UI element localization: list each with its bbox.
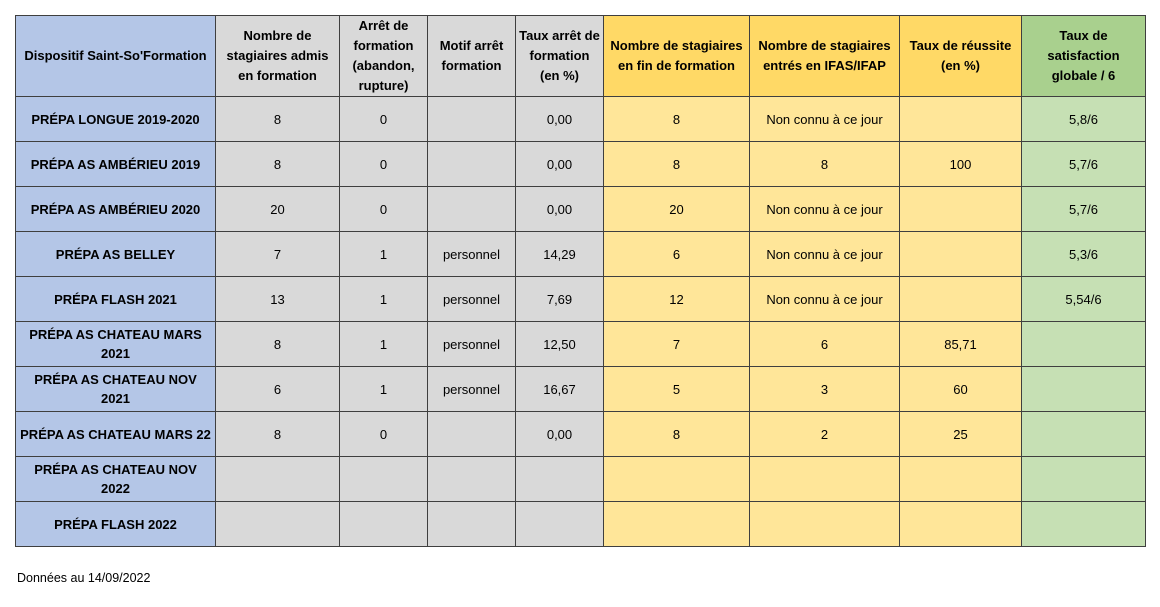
cell-taux-reussite: 25: [900, 412, 1022, 457]
cell-satisfaction: 5,7/6: [1022, 187, 1146, 232]
cell-admis: 8: [216, 97, 340, 142]
cell-satisfaction: [1022, 457, 1146, 502]
cell-fin-formation: 8: [604, 412, 750, 457]
table-row: [16, 502, 1146, 547]
cell-fin-formation: 8: [604, 142, 750, 187]
cell-admis: [216, 457, 340, 502]
cell-arret: 1: [340, 322, 428, 367]
table-body: [16, 97, 1146, 547]
cell-fin-formation: [604, 457, 750, 502]
header-arret: Arrêt de formation (abandon, rupture): [340, 16, 428, 97]
header-motif: Motif arrêt formation: [428, 16, 516, 97]
cell-taux-reussite: [900, 97, 1022, 142]
table-row: [16, 277, 1146, 322]
header-taux-reussite: Taux de réussite (en %): [900, 16, 1022, 97]
cell-admis: [216, 502, 340, 547]
cell-dispositif: PRÉPA FLASH 2021: [16, 277, 216, 322]
cell-motif: [428, 412, 516, 457]
cell-taux-reussite: [900, 277, 1022, 322]
cell-satisfaction: [1022, 367, 1146, 412]
cell-fin-formation: [604, 502, 750, 547]
cell-entres-ifas: Non connu à ce jour: [750, 277, 900, 322]
cell-fin-formation: 12: [604, 277, 750, 322]
cell-arret: [340, 457, 428, 502]
header-fin-formation: Nombre de stagiaires en fin de formation: [604, 16, 750, 97]
cell-taux-reussite: [900, 502, 1022, 547]
cell-fin-formation: 7: [604, 322, 750, 367]
cell-taux-arret: 12,50: [516, 322, 604, 367]
results-table: [15, 15, 1146, 547]
cell-satisfaction: 5,54/6: [1022, 277, 1146, 322]
cell-dispositif: PRÉPA AS CHATEAU MARS 22: [16, 412, 216, 457]
cell-motif: [428, 502, 516, 547]
cell-entres-ifas: [750, 502, 900, 547]
cell-motif: personnel: [428, 232, 516, 277]
cell-taux-arret: 16,67: [516, 367, 604, 412]
cell-arret: [340, 502, 428, 547]
cell-taux-reussite: [900, 457, 1022, 502]
cell-dispositif: PRÉPA AS AMBÉRIEU 2019: [16, 142, 216, 187]
cell-motif: personnel: [428, 277, 516, 322]
cell-admis: 13: [216, 277, 340, 322]
cell-taux-reussite: [900, 232, 1022, 277]
table-row: [16, 142, 1146, 187]
cell-arret: 0: [340, 412, 428, 457]
cell-taux-arret: 0,00: [516, 412, 604, 457]
cell-entres-ifas: Non connu à ce jour: [750, 97, 900, 142]
cell-admis: 6: [216, 367, 340, 412]
cell-satisfaction: 5,7/6: [1022, 142, 1146, 187]
header-row: [16, 16, 1146, 97]
cell-entres-ifas: 8: [750, 142, 900, 187]
table-row: [16, 367, 1146, 412]
cell-taux-arret: 0,00: [516, 187, 604, 232]
cell-arret: 1: [340, 367, 428, 412]
cell-taux-arret: 0,00: [516, 142, 604, 187]
cell-taux-arret: [516, 502, 604, 547]
cell-arret: 1: [340, 277, 428, 322]
cell-arret: 0: [340, 187, 428, 232]
cell-dispositif: PRÉPA AS CHATEAU NOV 2022: [16, 457, 216, 502]
cell-motif: personnel: [428, 367, 516, 412]
cell-admis: 20: [216, 187, 340, 232]
cell-satisfaction: 5,8/6: [1022, 97, 1146, 142]
cell-fin-formation: 8: [604, 97, 750, 142]
cell-entres-ifas: [750, 457, 900, 502]
header-admis: Nombre de stagiaires admis en formation: [216, 16, 340, 97]
cell-entres-ifas: 6: [750, 322, 900, 367]
cell-taux-arret: 7,69: [516, 277, 604, 322]
cell-arret: 0: [340, 97, 428, 142]
footnote: Données au 14/09/2022: [17, 571, 151, 585]
cell-fin-formation: 6: [604, 232, 750, 277]
table-row: [16, 97, 1146, 142]
header-entres-ifas: Nombre de stagiaires entrés en IFAS/IFAP: [750, 16, 900, 97]
header-dispositif: Dispositif Saint-So'Formation: [16, 16, 216, 97]
cell-satisfaction: 5,3/6: [1022, 232, 1146, 277]
cell-dispositif: PRÉPA AS CHATEAU NOV 2021: [16, 367, 216, 412]
cell-admis: 7: [216, 232, 340, 277]
header-satisfaction: Taux de satisfaction globale / 6: [1022, 16, 1146, 97]
cell-dispositif: PRÉPA FLASH 2022: [16, 502, 216, 547]
cell-taux-reussite: 100: [900, 142, 1022, 187]
cell-admis: 8: [216, 412, 340, 457]
cell-motif: [428, 142, 516, 187]
cell-entres-ifas: 2: [750, 412, 900, 457]
cell-taux-arret: 14,29: [516, 232, 604, 277]
table-row: [16, 322, 1146, 367]
cell-satisfaction: [1022, 322, 1146, 367]
table-row: [16, 232, 1146, 277]
cell-motif: personnel: [428, 322, 516, 367]
table-row: [16, 412, 1146, 457]
cell-taux-reussite: 60: [900, 367, 1022, 412]
cell-motif: [428, 457, 516, 502]
cell-admis: 8: [216, 142, 340, 187]
cell-taux-reussite: 85,71: [900, 322, 1022, 367]
cell-satisfaction: [1022, 502, 1146, 547]
cell-admis: 8: [216, 322, 340, 367]
cell-dispositif: PRÉPA LONGUE 2019-2020: [16, 97, 216, 142]
cell-motif: [428, 187, 516, 232]
cell-fin-formation: 5: [604, 367, 750, 412]
cell-motif: [428, 97, 516, 142]
cell-arret: 1: [340, 232, 428, 277]
cell-taux-arret: 0,00: [516, 97, 604, 142]
table-row: [16, 457, 1146, 502]
cell-taux-arret: [516, 457, 604, 502]
cell-dispositif: PRÉPA AS BELLEY: [16, 232, 216, 277]
cell-entres-ifas: Non connu à ce jour: [750, 232, 900, 277]
cell-arret: 0: [340, 142, 428, 187]
cell-fin-formation: 20: [604, 187, 750, 232]
cell-satisfaction: [1022, 412, 1146, 457]
cell-dispositif: PRÉPA AS AMBÉRIEU 2020: [16, 187, 216, 232]
table-row: [16, 187, 1146, 232]
cell-entres-ifas: 3: [750, 367, 900, 412]
cell-taux-reussite: [900, 187, 1022, 232]
cell-entres-ifas: Non connu à ce jour: [750, 187, 900, 232]
header-taux-arret: Taux arrêt de formation (en %): [516, 16, 604, 97]
cell-dispositif: PRÉPA AS CHATEAU MARS 2021: [16, 322, 216, 367]
